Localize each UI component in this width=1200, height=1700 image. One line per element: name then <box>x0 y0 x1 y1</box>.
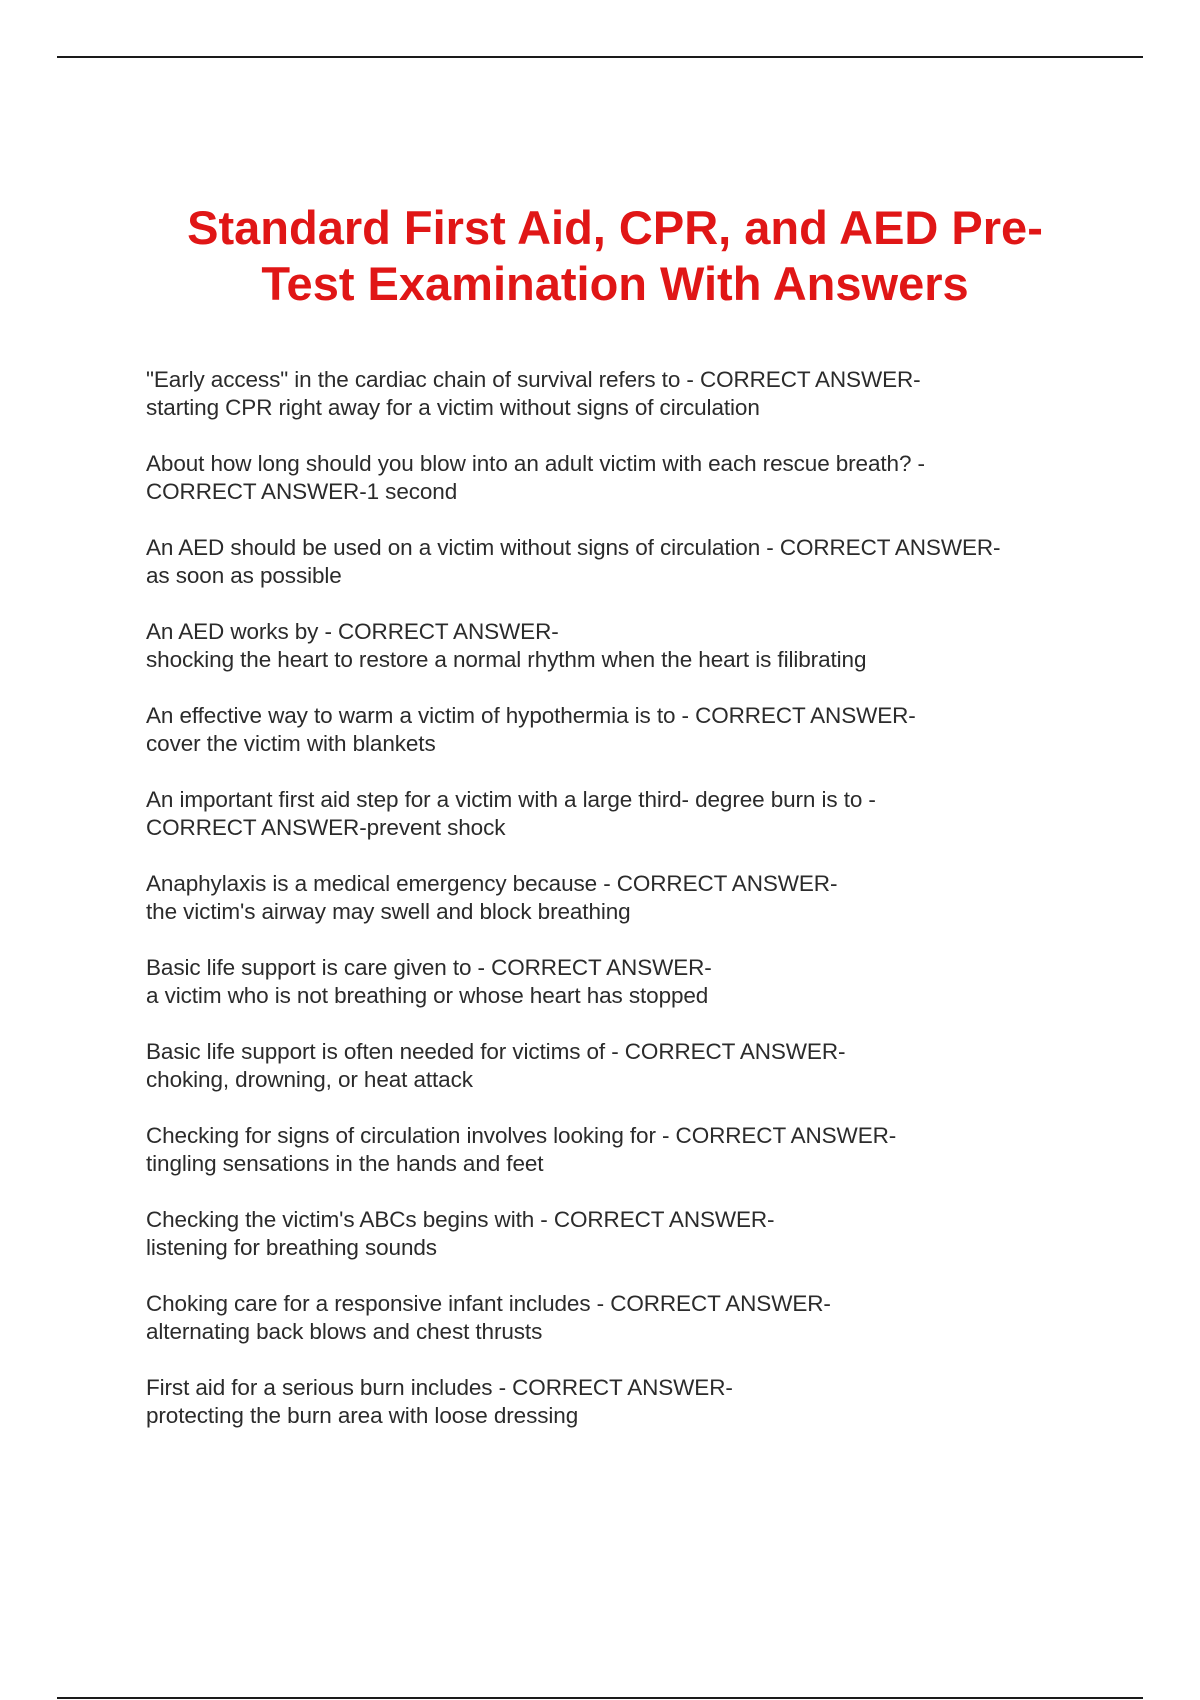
answer-text: protecting the burn area with loose dressing <box>146 1403 579 1428</box>
qa-item <box>146 366 1146 450</box>
top-rule <box>57 56 1143 58</box>
question-text: An AED should be used on a victim without signs of circulation - CORRECT ANSWER- <box>146 535 1001 560</box>
title-line-1: Standard First Aid, CPR, and AED Pre- <box>187 201 1043 254</box>
question-text: Checking the victim's ABCs begins with - CORRECT ANSWER- <box>146 1207 775 1232</box>
question-text: Anaphylaxis is a medical emergency because - CORRECT ANSWER- <box>146 871 838 896</box>
qa-item <box>146 1038 1146 1122</box>
question-text: Basic life support is care given to - CORRECT ANSWER- <box>146 955 712 980</box>
qa-item <box>146 450 1146 534</box>
title-line-2: Test Examination With Answers <box>261 257 969 310</box>
question-text: An effective way to warm a victim of hypothermia is to - CORRECT ANSWER- <box>146 703 916 728</box>
qa-item <box>146 1290 1146 1374</box>
answer-text: tingling sensations in the hands and feet <box>146 1151 544 1176</box>
answer-text: a victim who is not breathing or whose heart has stopped <box>146 983 709 1008</box>
question-text: Choking care for a responsive infant includes - CORRECT ANSWER- <box>146 1291 831 1316</box>
answer-text: alternating back blows and chest thrusts <box>146 1319 543 1344</box>
answer-text: choking, drowning, or heat attack <box>146 1067 473 1092</box>
qa-item <box>146 1206 1146 1290</box>
qa-item <box>146 618 1146 702</box>
question-text: Basic life support is often needed for victims of - CORRECT ANSWER- <box>146 1039 846 1064</box>
answer-text: CORRECT ANSWER-1 second <box>146 479 458 504</box>
question-text: An important first aid step for a victim with a large third- degree burn is to - <box>146 787 876 812</box>
answer-text: cover the victim with blankets <box>146 731 436 756</box>
answer-text: shocking the heart to restore a normal rhythm when the heart is filibrating <box>146 647 867 672</box>
answer-text: as soon as possible <box>146 563 342 588</box>
question-answer-list <box>146 366 1146 1458</box>
question-text: Checking for signs of circulation involves looking for - CORRECT ANSWER- <box>146 1123 897 1148</box>
question-text: "Early access" in the cardiac chain of survival refers to - CORRECT ANSWER- <box>146 367 921 392</box>
document-title <box>120 200 1110 312</box>
question-text: About how long should you blow into an adult victim with each rescue breath? - <box>146 451 925 476</box>
qa-item <box>146 1122 1146 1206</box>
answer-text: starting CPR right away for a victim without signs of circulation <box>146 395 760 420</box>
answer-text: CORRECT ANSWER-prevent shock <box>146 815 506 840</box>
qa-item <box>146 1374 1146 1458</box>
qa-item <box>146 702 1146 786</box>
bottom-rule <box>57 1697 1143 1699</box>
qa-item <box>146 786 1146 870</box>
qa-item <box>146 954 1146 1038</box>
qa-item <box>146 534 1146 618</box>
qa-item <box>146 870 1146 954</box>
question-text: An AED works by - CORRECT ANSWER- <box>146 619 559 644</box>
answer-text: listening for breathing sounds <box>146 1235 437 1260</box>
question-text: First aid for a serious burn includes - CORRECT ANSWER- <box>146 1375 733 1400</box>
answer-text: the victim's airway may swell and block breathing <box>146 899 631 924</box>
